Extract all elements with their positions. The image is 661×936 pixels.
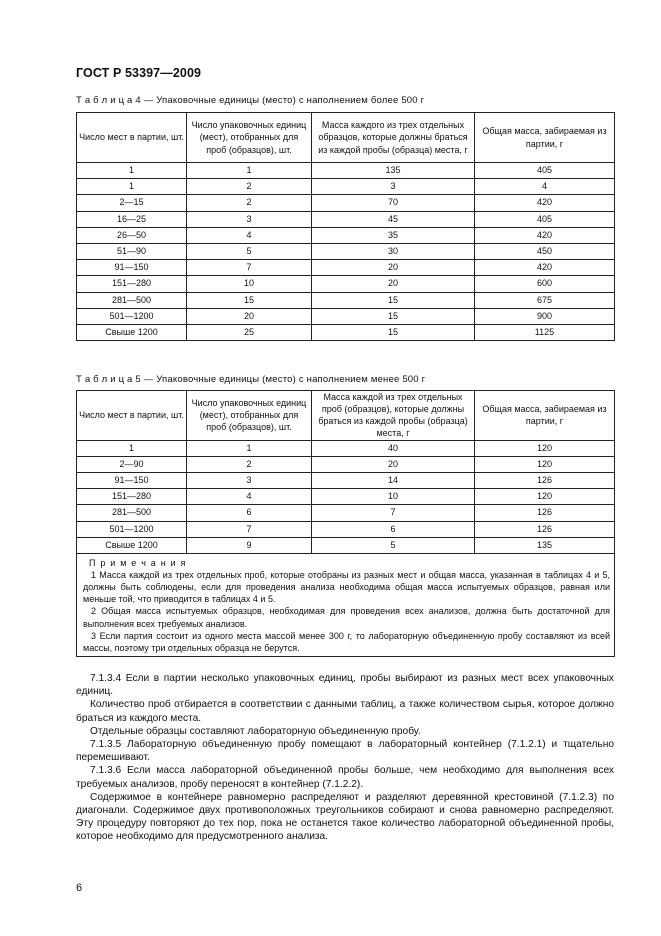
table-row — [77, 163, 615, 179]
table-cell: 45 — [312, 211, 475, 227]
table-cell: 405 — [475, 211, 615, 227]
table-row — [77, 260, 615, 276]
paragraph: Отдельные образцы составляют лабораторную объединенную пробу. — [90, 725, 421, 737]
table-cell: 2 — [187, 456, 312, 472]
table-cell: 420 — [475, 227, 615, 243]
table4-header-cell: Масса каждого из трех отдельных образцов, которые должны браться из каждой пробы (образца) места, г — [312, 113, 475, 163]
table-cell: 10 — [312, 489, 475, 505]
table-cell: 281—500 — [77, 292, 187, 308]
table-row — [77, 292, 615, 308]
table-cell: 20 — [187, 308, 312, 324]
table-cell: 151—280 — [77, 489, 187, 505]
table-cell: 20 — [312, 260, 475, 276]
table4-caption: Т а б л и ц а 4 — Упаковочные единицы (место) с наполнением более 500 г — [76, 95, 425, 106]
table-cell: 420 — [475, 260, 615, 276]
table4-header-cell: Число упаковочных единиц (мест), отобранных для проб (образцов), шт. — [187, 113, 312, 163]
table-cell: 6 — [187, 505, 312, 521]
note-item: 1 Масса каждой из трех отдельных проб, которые отобраны из разных мест и общая масса, указанная в таблицах 4 и 5, должны быть соблюдены, если для проведения анализа необходима общая масса испытуемых образцов, равная или меньше той, что приводится в таблицах 4 и 5. — [83, 570, 610, 605]
table-row — [77, 179, 615, 195]
table-cell: 405 — [475, 163, 615, 179]
table-cell: 7 — [312, 505, 475, 521]
table-cell: 6 — [312, 521, 475, 537]
table-cell: 35 — [312, 227, 475, 243]
paragraph: 7.1.3.4 Если в партии несколько упаковочных единиц, пробы выбирают из разных мест всех упаковочных единиц. — [76, 673, 614, 698]
table-cell: 3 — [187, 211, 312, 227]
table-row — [77, 195, 615, 211]
table-cell: 135 — [312, 163, 475, 179]
table-cell: 675 — [475, 292, 615, 308]
table-cell: 126 — [475, 505, 615, 521]
paragraph: Содержимое в контейнере равномерно распределяют и разделяют деревянной крестовиной (7.1.2.3) по диагонали. Содержимое двух противоположных треугольников собирают и снова равномерно распределяют. Эту процедуру повторяют до тех пор, пока не останется такое количество лабораторной объединенной пробы, которое необходимо для предусмотренного анализа. — [76, 791, 614, 843]
table-cell: 15 — [312, 308, 475, 324]
table-cell: 126 — [475, 521, 615, 537]
table-cell: 126 — [475, 472, 615, 488]
table5 — [76, 390, 615, 657]
table4-header-cell: Число мест в партии, шт. — [77, 113, 187, 163]
body-text — [76, 672, 614, 844]
table-cell: 5 — [187, 243, 312, 259]
table-row — [77, 440, 615, 456]
table4-header-cell: Общая масса, забираемая из партии, г — [475, 113, 615, 163]
table-cell: 2 — [187, 195, 312, 211]
table4 — [76, 112, 615, 341]
table-cell: 7 — [187, 521, 312, 537]
table-cell: 900 — [475, 308, 615, 324]
table-row — [77, 521, 615, 537]
table-row — [77, 324, 615, 340]
table-cell: 91—150 — [77, 472, 187, 488]
table-cell: 135 — [475, 537, 615, 553]
table5-header-cell: Число мест в партии, шт. — [77, 391, 187, 441]
table-cell: 15 — [312, 292, 475, 308]
paragraph: 7.1.3.5 Лабораторную объединенную пробу помещают в лабораторный контейнер (7.1.2.1) и тщательно перемешивают. — [76, 739, 614, 764]
table-cell: 25 — [187, 324, 312, 340]
table-cell: 51—90 — [77, 243, 187, 259]
table-cell: 450 — [475, 243, 615, 259]
table-cell: 2—15 — [77, 195, 187, 211]
table-cell: 4 — [187, 489, 312, 505]
table-cell: 120 — [475, 489, 615, 505]
table-cell: 15 — [187, 292, 312, 308]
table5-notes — [77, 553, 615, 656]
table5-header-cell: Число упаковочных единиц (мест), отобранных для проб (образцов), шт. — [187, 391, 312, 441]
table-cell: 30 — [312, 243, 475, 259]
table-cell: 120 — [475, 440, 615, 456]
table-cell: 4 — [475, 179, 615, 195]
paragraph: Количество проб отбирается в соответствии с данными таблиц, а также количеством сырья, которое должно браться из каждого места. — [76, 699, 614, 724]
document-header: ГОСТ Р 53397—2009 — [76, 66, 202, 80]
notes-title: П р и м е ч а н и я — [89, 557, 187, 568]
table-cell: 120 — [475, 456, 615, 472]
note-item: 2 Общая масса испытуемых образцов, необходимая для проведения всех анализов, должна быть достаточной для выполнения всех требуемых анализов. — [83, 606, 610, 629]
note-item: 3 Если партия состоит из одного места массой менее 300 г, то лабораторную объединенную пробу составляют из всей массы, поэтому три отдельных образца не берутся. — [83, 630, 610, 653]
table-cell: 40 — [312, 440, 475, 456]
table-row — [77, 308, 615, 324]
paragraph: 7.1.3.6 Если масса лабораторной объединенной пробы больше, чем необходимо для выполнения всех требуемых анализов, пробу переносят в контейнер (7.1.2.2). — [76, 765, 614, 790]
table5-header-cell: Общая масса, забираемая из партии, г — [475, 391, 615, 441]
table-cell: 5 — [312, 537, 475, 553]
table-row — [77, 227, 615, 243]
table-cell: 4 — [187, 227, 312, 243]
table-cell: 15 — [312, 324, 475, 340]
page-number: 6 — [76, 882, 83, 894]
table-row — [77, 456, 615, 472]
table-cell: 70 — [312, 195, 475, 211]
table-row — [77, 537, 615, 553]
table5-header-cell: Масса каждой из трех отдельных проб (образцов), которые должны браться из каждой пробы (образца) места, г — [312, 391, 475, 441]
table-cell: 91—150 — [77, 260, 187, 276]
table-cell: 1 — [187, 440, 312, 456]
table-cell: 26—50 — [77, 227, 187, 243]
table-cell: 1 — [77, 179, 187, 195]
table-cell: 420 — [475, 195, 615, 211]
table-cell: 7 — [187, 260, 312, 276]
table-cell: 2—90 — [77, 456, 187, 472]
table-cell: 3 — [187, 472, 312, 488]
table-cell: Свыше 1200 — [77, 537, 187, 553]
table-cell: 3 — [312, 179, 475, 195]
table-row — [77, 276, 615, 292]
table-cell: 501—1200 — [77, 521, 187, 537]
table-cell: 20 — [312, 456, 475, 472]
table-cell: 1 — [77, 440, 187, 456]
table-cell: 14 — [312, 472, 475, 488]
table-cell: 151—280 — [77, 276, 187, 292]
table-row — [77, 489, 615, 505]
table-cell: 1 — [187, 163, 312, 179]
table-cell: Свыше 1200 — [77, 324, 187, 340]
table5-caption: Т а б л и ц а 5 — Упаковочные единицы (место) с наполнением менее 500 г — [76, 374, 426, 385]
table-cell: 1125 — [475, 324, 615, 340]
table-cell: 9 — [187, 537, 312, 553]
table-cell: 10 — [187, 276, 312, 292]
table-row — [77, 243, 615, 259]
table-cell: 20 — [312, 276, 475, 292]
table-cell: 1 — [77, 163, 187, 179]
table-cell: 501—1200 — [77, 308, 187, 324]
table-cell: 16—25 — [77, 211, 187, 227]
table-cell: 600 — [475, 276, 615, 292]
table-row — [77, 505, 615, 521]
table-cell: 2 — [187, 179, 312, 195]
table-cell: 281—500 — [77, 505, 187, 521]
table-row — [77, 211, 615, 227]
table-row — [77, 472, 615, 488]
